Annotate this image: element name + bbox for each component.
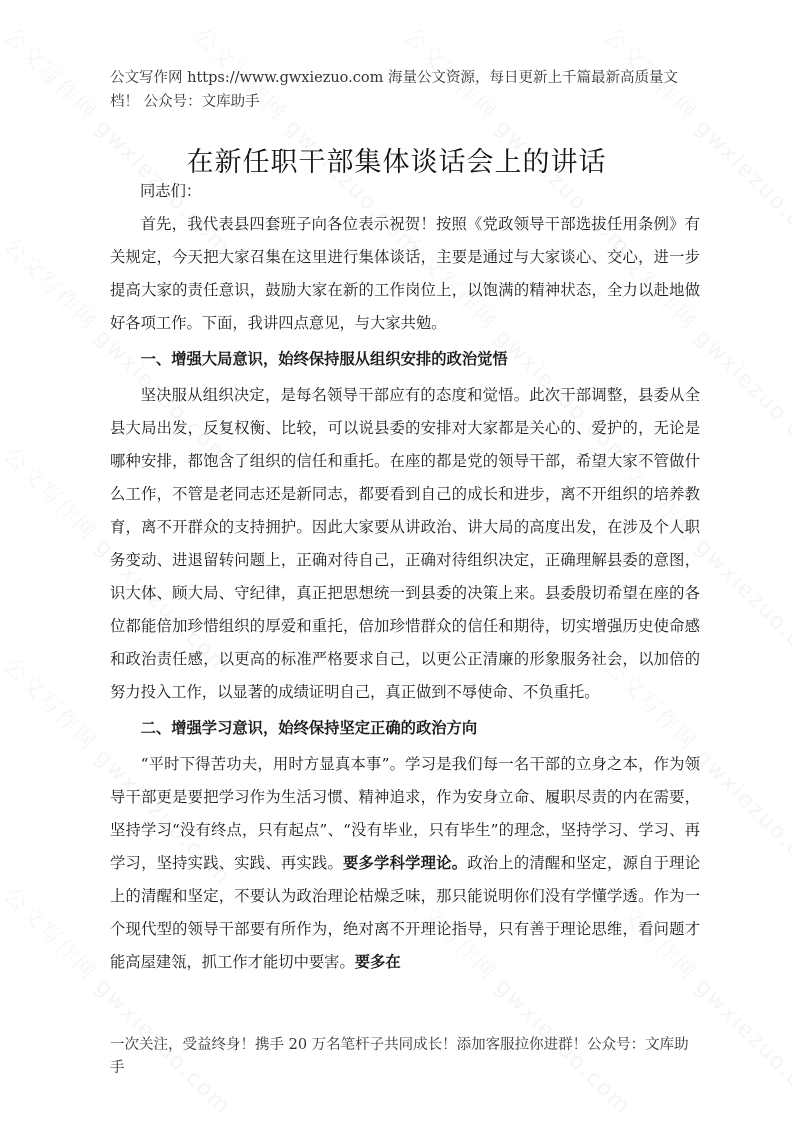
section-1-paragraph: 坚决服从组织决定，是每名领导干部应有的态度和觉悟。此次干部调整，县委从全县大局出发，反复权衡、比较，可以说县委的安排对大家都是关心的、爱护的，无论是哪种安排，都饱含了组织的信任和重托。在座的都是党的领导干部，希望大家不管做什么工作，不管是老同志还是新同志，都要看到自己的成长和进步，离不开组织的培养教育，离不开群众的支持拥护。因此大家要从讲政治、讲大局的高度出发，在涉及个人职务变动、进退留转问题上，正确对待自己，正确对待组织决定，正确理解县委的意图，识大体、顾大局、守纪律，真正把思想统一到县委的决策上来。县委殷切希望在座的各位都能倍加珍惜组织的厚爱和重托，倍加珍惜群众的信任和期待，切实增强历史使命感和政治责任感，以更高的标准严格要求自己，以更公正清廉的形象服务社会，以加倍的努力投入工作，以显著的成绩证明自己，真正做到不辱使命、不负重托。 [110,386,700,701]
document-body [110,175,700,979]
footer-note: 一次关注，受益终身！携手 20 万名笔杆子共同成长！添加客服拉你进群！公众号：文库助手 [110,1037,689,1076]
document-title: 在新任职干部集体谈话会上的讲话 [186,147,607,178]
intro-paragraph: 首先，我代表县四套班子向各位表示祝贺！按照《党政领导干部选拔任用条例》有关规定，今天把大家召集在这里进行集体谈话，主要是通过与大家谈心、交心，进一步提高大家的责任意识，鼓励大家在新的工作岗位上，以饱满的精神状态，全力以赴地做好各项工作。下面，我讲四点意见，与大家共勉。 [110,215,700,332]
section-2-bold-lead-2: 要多在 [354,953,401,971]
section-2-paragraph [110,748,700,979]
salutation: 同志们： [140,182,202,200]
header-note: 公文写作网 https://www.gwxiezuo.com 海量公文资源，每日更新上千篇最新高质量文档！ 公众号：文库助手 [110,70,678,110]
section-2-bold-lead-1: 要多学科学理论。 [342,854,468,872]
section-1-heading: 一、增强大局意识，始终保持服从组织安排的政治觉悟 [140,350,508,368]
section-2-text-part-2: 政治上的清醒和坚定，源自于理论上的清醒和坚定，不要认为政治理论枯燥乏味，那只能说明你们没有学懂学透。作为一个现代型的领导干部要有所作为，绝对离不开理论指导，只有善于理论思维，看问题才能高屋建瓴，抓工作才能切中要害。 [110,854,700,971]
section-2-text-part-1: “平时下得苦功夫，用时方显真本事”。学习是我们每一名干部的立身之本，作为领导干部更是要把学习作为生活习惯、精神追求，作为安身立命、履职尽责的内在需要，坚持学习“没有终点，只有起点”、“没有毕业，只有毕生”的理念，坚持学习、学习、再学习，坚持实践、实践、再实践。 [110,755,700,872]
section-2-heading: 二、增强学习意识，始终保持坚定正确的政治方向 [140,719,478,737]
